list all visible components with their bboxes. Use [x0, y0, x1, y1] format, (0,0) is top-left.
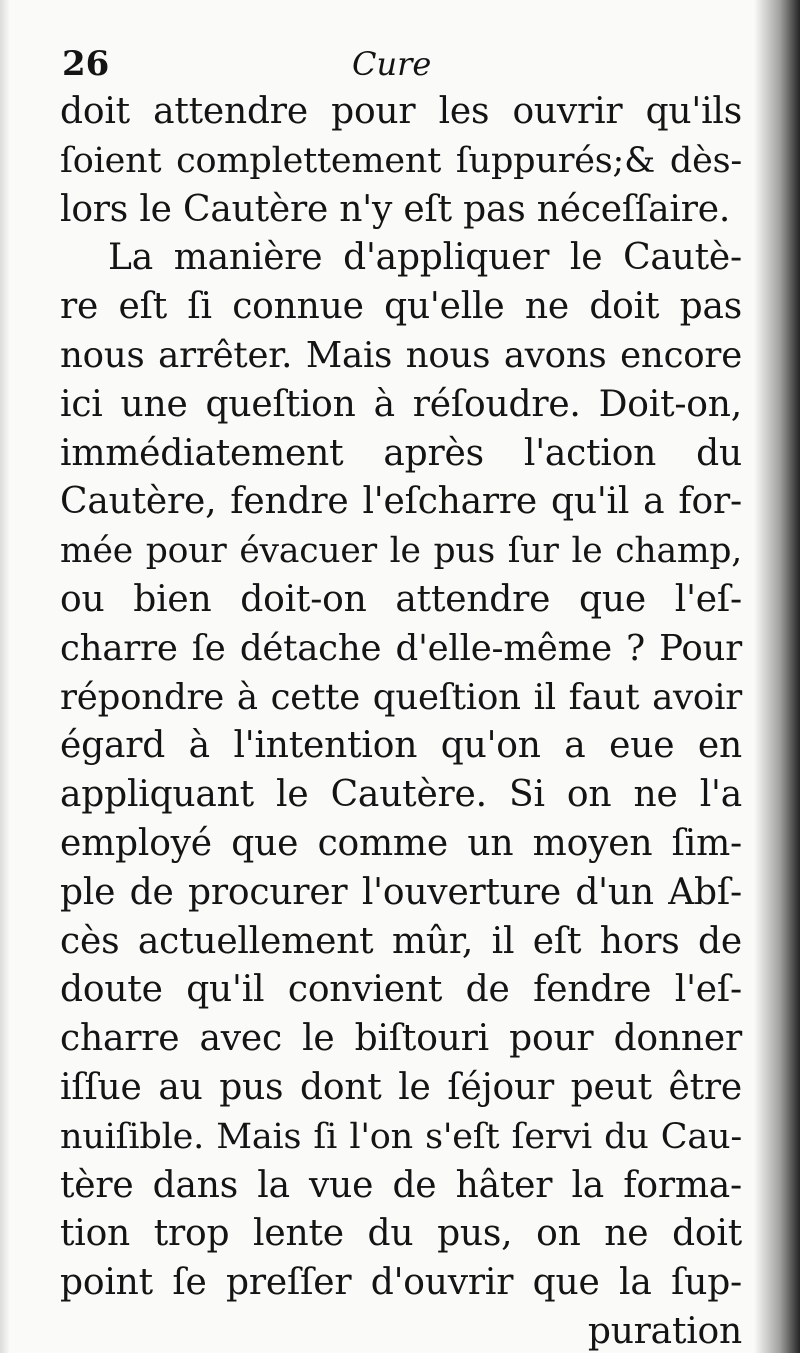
text-line: point ſe preſſer d'ouvrir que la ſup- [60, 1262, 742, 1304]
text-line: tion trop lente du pus, on ne doit [60, 1213, 742, 1255]
text-line: doute qu'il convient de fendre l'eſ- [60, 969, 742, 1011]
text-line: ici une queſtion à réſoudre. Doit-on, [60, 383, 742, 425]
text-line: mée pour évacuer le pus ſur le champ, [60, 531, 742, 572]
text-line: doit attendre pour les ouvrir qu'ils [60, 91, 742, 132]
text-line: tère dans la vue de hâter la forma- [60, 1164, 742, 1206]
text-line: iſſue au pus dont le ſéjour peut être [60, 1066, 742, 1108]
text-line: charre ſe détache d'elle-même ? Pour [60, 627, 742, 669]
text-line: ſoient complettement ſuppurés;& dès- [60, 140, 742, 181]
page-edge-shadow [754, 0, 800, 1353]
text-line: immédiatement après l'action du [60, 432, 742, 474]
paragraph-start-line: La manière d'appliquer le Cautè- [108, 237, 742, 279]
running-head [62, 42, 742, 86]
text-line: ple de procurer l'ouverture d'un Abſ- [60, 871, 742, 913]
body-text [60, 88, 742, 1353]
text-line: égard à l'intention qu'on a eue en [60, 725, 742, 767]
text-line: nous arrêter. Mais nous avons encore [60, 334, 742, 376]
text-line: Cautère, fendre l'eſcharre qu'il a for- [60, 481, 742, 523]
page-number: 26 [62, 44, 110, 84]
text-line: charre avec le biſtouri pour donner [60, 1018, 742, 1060]
text-line: nuiſible. Mais ſi l'on s'eſt ſervi du Cau- [60, 1116, 742, 1157]
text-line: ou bien doit-on attendre que l'eſ- [60, 578, 742, 620]
text-line: re eſt ſi connue qu'elle ne doit pas [60, 286, 742, 328]
text-line: appliquant le Cautère. Si on ne l'a [60, 774, 742, 816]
text-line: employé que comme un moyen ſim- [60, 822, 742, 864]
catchword: puration [587, 1310, 742, 1352]
running-head-title: Cure [352, 45, 432, 83]
page-gutter-shadow [0, 0, 10, 1353]
text-line: lors le Cautère n'y eſt pas néceſſaire. [60, 188, 731, 230]
text-line: cès actuellement mûr, il eſt hors de [60, 920, 742, 962]
text-line: répondre à cette queſtion il faut avoir [60, 676, 742, 718]
